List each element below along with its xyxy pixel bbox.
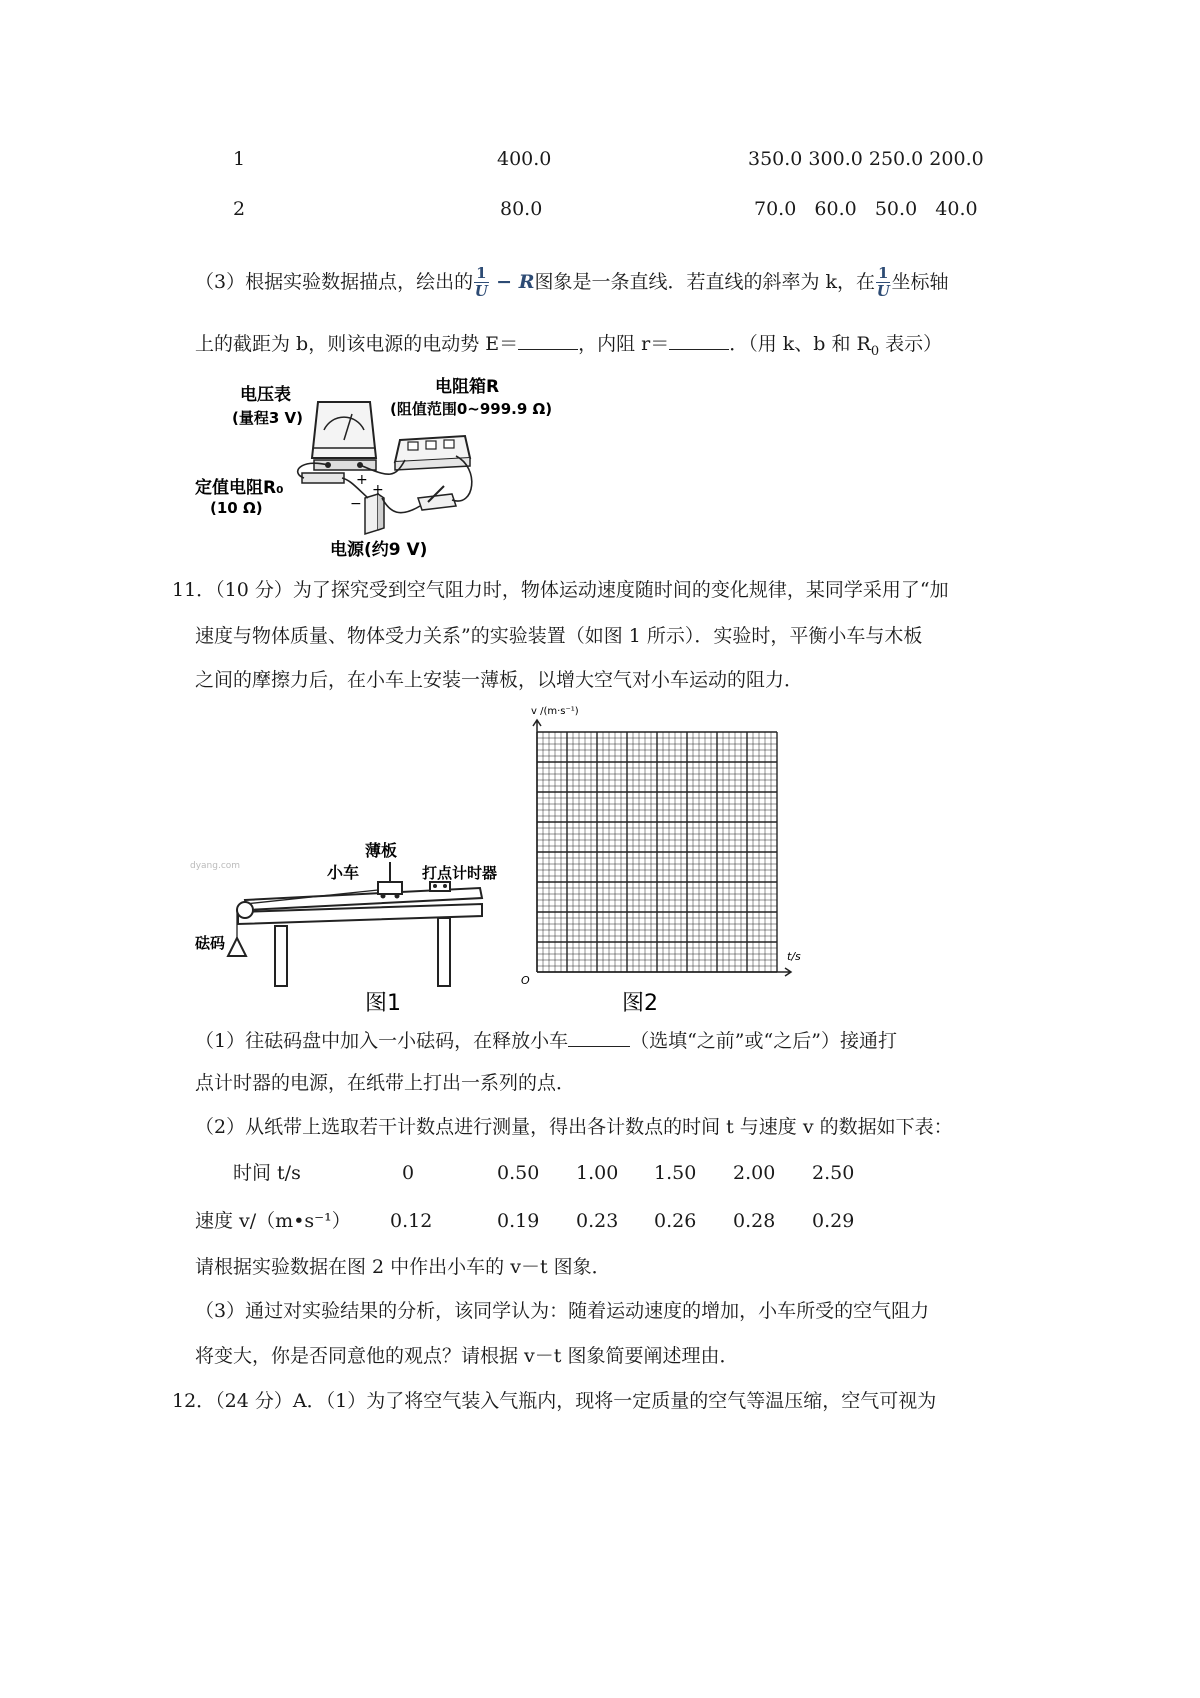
t-axis-label: t/s bbox=[787, 950, 801, 963]
speed-value-4: 0.28 bbox=[733, 1210, 776, 1232]
before-after-blank[interactable] bbox=[568, 1030, 630, 1047]
battery-plus: + bbox=[372, 482, 384, 498]
q11-part1-text-a: （1）往砝码盘中加入一小砝码，在释放小车 bbox=[195, 1030, 569, 1052]
table1-row1-value1: 400.0 bbox=[497, 148, 552, 170]
watermark-text: dyang.com bbox=[190, 861, 241, 871]
fraction-1-over-u bbox=[474, 263, 488, 300]
v-axis-label: v /(m·s⁻¹) bbox=[531, 706, 579, 717]
cart-label: 小车 bbox=[327, 863, 360, 882]
time-value-2: 1.00 bbox=[576, 1162, 619, 1184]
origin-label: O bbox=[521, 974, 530, 987]
speed-value-5: 0.29 bbox=[812, 1210, 855, 1232]
time-value-0: 0 bbox=[402, 1162, 415, 1184]
table1-row2-value1: 80.0 bbox=[500, 198, 543, 220]
q11-part2-text: （2）从纸带上选取若干计数点进行测量，得出各计数点的时间 t 与速度 v 的数据如下表： bbox=[195, 1116, 953, 1138]
resistance-box-range-label: (阻值范围0~999.9 Ω) bbox=[390, 400, 553, 418]
q11-intro-line3: 之间的摩擦力后，在小车上安装一薄板，以增大空气对小车运动的阻力． bbox=[195, 669, 804, 691]
grid-lines bbox=[533, 720, 791, 976]
minus-sign: − bbox=[489, 270, 519, 293]
r-variable: R bbox=[518, 270, 535, 293]
battery-icon bbox=[365, 494, 384, 534]
q12-line1: 12．（24 分）A．（1）为了将空气装入气瓶内，现将一定质量的空气等温压缩，空气可视为 bbox=[172, 1390, 937, 1412]
figure2-caption: 图2 bbox=[622, 991, 658, 1016]
q11-part3-line1: （3）通过对实验结果的分析，该同学认为：随着运动速度的增加，小车所受的空气阻力 bbox=[195, 1300, 930, 1322]
table1-row1-values: 350.0 300.0 250.0 200.0 bbox=[748, 148, 984, 170]
q10-part3-text-b: 图象是一条直线．若直线的斜率为 k，在 bbox=[534, 270, 876, 293]
time-value-3: 1.50 bbox=[654, 1162, 697, 1184]
q11-part1-line1 bbox=[195, 1030, 897, 1051]
fixed-resistor-value-label: (10 Ω) bbox=[210, 499, 263, 517]
q11-part3-line2: 将变大，你是否同意他的观点？请根据 v－t 图象简要阐述理由． bbox=[195, 1345, 739, 1367]
timer-label: 打点计时器 bbox=[422, 864, 498, 882]
emf-answer-blank[interactable] bbox=[518, 333, 578, 350]
q11-part1-line2: 点计时器的电源，在纸带上打出一系列的点． bbox=[195, 1072, 576, 1094]
speed-value-1: 0.19 bbox=[497, 1210, 540, 1232]
battery-minus: − bbox=[350, 496, 362, 512]
table bbox=[275, 918, 450, 986]
fraction-denominator: U bbox=[876, 281, 890, 300]
speed-value-3: 0.26 bbox=[654, 1210, 697, 1232]
cart-with-plate bbox=[378, 862, 402, 899]
q10-part3-text-a: （3）根据实验数据描点，绘出的 bbox=[195, 270, 474, 293]
q11-intro-line2: 速度与物体质量、物体受力关系”的实验装置（如图 1 所示）．实验时，平衡小车与木板 bbox=[195, 625, 923, 647]
expression-hint-text: ．（用 k、b 和 R bbox=[729, 333, 871, 355]
time-value-4: 2.00 bbox=[733, 1162, 776, 1184]
power-source-label: 电源(约9 V) bbox=[330, 540, 428, 560]
table1-row2-index: 2 bbox=[233, 198, 246, 220]
circuit-diagram bbox=[190, 368, 590, 563]
q10-part3-line1 bbox=[195, 262, 949, 302]
q10-part3-line2 bbox=[195, 333, 942, 358]
figure2-vt-graph-grid bbox=[517, 700, 817, 1018]
speed-value-0: 0.12 bbox=[390, 1210, 433, 1232]
voltmeter-label: 电压表 bbox=[240, 385, 291, 405]
time-row-label: 时间 t/s bbox=[233, 1162, 301, 1184]
resistance-box-label: 电阻箱R bbox=[435, 377, 500, 397]
speed-row-label: 速度 v/（m•s⁻¹） bbox=[195, 1210, 351, 1232]
time-value-5: 2.50 bbox=[812, 1162, 855, 1184]
fixed-resistor-icon bbox=[302, 473, 344, 483]
fraction-numerator: 1 bbox=[476, 263, 487, 282]
voltmeter-range-label: (量程3 V) bbox=[232, 409, 303, 427]
plate-label: 薄板 bbox=[365, 841, 398, 860]
time-value-1: 0.50 bbox=[497, 1162, 540, 1184]
weight-tray-icon bbox=[228, 938, 246, 956]
fraction-numerator: 1 bbox=[878, 263, 889, 282]
q11-part2-instruction: 请根据实验数据在图 2 中作出小车的 v－t 图象． bbox=[195, 1256, 611, 1278]
timer-device bbox=[430, 882, 450, 891]
internal-resistance-text: ，内阻 r＝ bbox=[578, 333, 670, 355]
fraction-denominator: U bbox=[474, 281, 488, 300]
figure1-apparatus bbox=[190, 838, 515, 1018]
figure1-caption: 图1 bbox=[365, 991, 401, 1016]
pulley-icon bbox=[237, 902, 253, 918]
switch-icon bbox=[418, 486, 456, 510]
resistance-box-icon bbox=[395, 436, 470, 470]
q11-part1-text-b: （选填“之前”或“之后”）接通打 bbox=[630, 1030, 897, 1052]
fixed-resistor-label: 定值电阻R₀ bbox=[195, 478, 284, 498]
r0-subscript: 0 bbox=[870, 343, 880, 359]
voltmeter-plus: + bbox=[356, 472, 368, 488]
emf-question-text: 上的截距为 b，则该电源的电动势 E＝ bbox=[195, 333, 519, 355]
internal-resistance-blank[interactable] bbox=[669, 333, 729, 350]
axis-arrows bbox=[533, 720, 791, 976]
voltmeter-icon bbox=[312, 402, 376, 470]
expression-hint-end: 表示） bbox=[879, 333, 943, 355]
table1-row1-index: 1 bbox=[233, 148, 246, 170]
speed-value-2: 0.23 bbox=[576, 1210, 619, 1232]
weight-label: 砝码 bbox=[195, 934, 226, 952]
q11-intro-line1: 11．（10 分）为了探究受到空气阻力时，物体运动速度随时间的变化规律，某同学采用了“加 bbox=[172, 579, 949, 601]
q10-part3-text-c: 坐标轴 bbox=[891, 270, 949, 293]
table1-row2-values: 70.0 60.0 50.0 40.0 bbox=[754, 198, 978, 220]
fraction-1-over-u-2 bbox=[876, 263, 890, 300]
